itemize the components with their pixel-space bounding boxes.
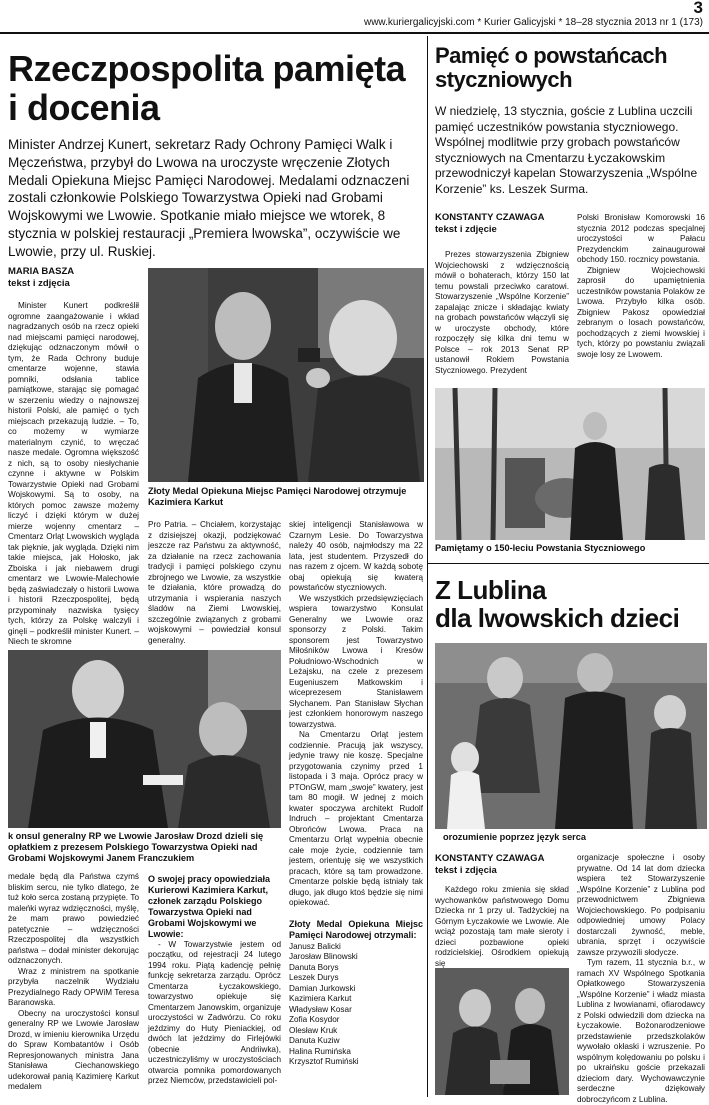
article3-col1-text xyxy=(435,885,569,968)
medal-recipient: Halina Rumińska xyxy=(289,1046,351,1056)
photo-oplatek-illustration xyxy=(8,650,281,828)
photo-cemetery-illustration xyxy=(435,388,705,540)
article3-headline-line2: dla lwowskich dzieci xyxy=(435,603,680,634)
medal-recipient: Damian Jurkowski xyxy=(289,983,356,993)
paragraph: Tym razem, 11 stycznia b.r., w ramach XV Wspólnego Spotkania Opłatkowego Stowarzyszenia „Wspólne Korzenie” i władz miasta Lublina z lwowianami, ofiarodawcy z Polski odwiedzili dom dziecka na Łyczakowie. Bożonarodzeniowe przedstawienie przedszkolaków wywołało okłaski i wzruszenie. Po wspólnym kolędowaniu po polsku i po ukraińsku goście przekazali dzieciom dary. Wychowawczynie serdeczne dziękowały dobroczyńcom z Lublina. xyxy=(577,958,705,1104)
medal-recipient: Janusz Balicki xyxy=(289,941,341,951)
article2-byline xyxy=(435,212,570,236)
article3-col2-text xyxy=(577,853,705,1104)
column-divider xyxy=(427,36,428,1097)
paragraph: medale będą dla Państwa czymś bliskim sercu, nie tylko dlatego, że tuż koło serca zostaną przypięte. To maleńki wyraz wdzięczności, myślę, że mam prawo powiedzieć patetycznie – wdzięczności Rzeczpospolitej dla wszystkich państwa – dodał minister dekorując odznaczonych. xyxy=(8,872,139,965)
main-col1-text xyxy=(8,301,139,646)
main-col2b-text xyxy=(148,874,281,1096)
medal-recipient-list xyxy=(289,942,423,1068)
article2-headline xyxy=(435,44,705,92)
medal-recipient: Krzysztof Rumiński xyxy=(289,1057,359,1067)
medal-recipient: Olesław Kruk xyxy=(289,1025,338,1035)
interview-intro: O swojej pracy opowiedziała Kurierowi Kazimiera Karkut, członek zarządu Polskiego Towarzystwa Opieki nad Grobami Wojskowymi we Lwowie: xyxy=(148,874,271,939)
article2-headline-line1: Pamięć o powstańcach xyxy=(435,43,668,68)
medal-recipient: Jarosław Blinowski xyxy=(289,952,358,962)
main-headline xyxy=(8,50,424,128)
main-headline-line2: i docenia xyxy=(8,86,160,128)
photo-oplatek xyxy=(8,650,281,828)
byline-name: KONSTANTY CZAWAGA xyxy=(435,853,545,864)
article3-headline-line1: Z Lublina xyxy=(435,575,547,605)
main-col1b-text xyxy=(8,872,139,1096)
article2-col1-text xyxy=(435,250,569,386)
medal-recipient: Leszek Durys xyxy=(289,973,339,983)
photo-orphanage-illustration xyxy=(435,643,707,829)
photo-orphanage xyxy=(435,643,707,829)
header-rule xyxy=(0,32,709,34)
article2-lede: W niedzielę, 13 stycznia, goście z Lublina uczcili pamięć uczestników powstania styczniowego. Wspólnej modlitwie przy grobach powstańców styczniowych na Cmentarzu Łyczakowskim przewodniczył kapelan Stowarzyszenia „Wspólne Korzenie” ks. Leszek Surma. xyxy=(435,104,698,196)
paragraph: Polski Bronisław Komorowski 16 stycznia 2012 podczas specjalnej uroczystości w Pałacu Prezydenckim zainaugurował obchody 150. rocznicy powstania. xyxy=(577,213,705,264)
paragraph: Na Cmentarzu Orląt jestem codziennie. Pracują jak wszyscy, jedynie trawy nie koszę. Specjalne przygotowania czynimy przed 1 listopada i 3 maja. Oprócz pracy w PTOnGW, mam „swoje” kwatery, jest tam 80 mogił. W jednej z moich kwater spoczywa architekt Rudolf Indruch – projektant Cmentarza Obrońców Lwowa. Praca na Cmentarzu Orląt wypełnia obecnie całe moje życie, codziennie tam jestem, orientuję się we wszystkich pracach, które są tam prowadzone. Cmentarze polskie będą istniały tak długo, jak długo ktoś będzie się nimi opiekować. xyxy=(289,730,423,907)
medal-recipient: Danuta Kuziw xyxy=(289,1036,340,1046)
paragraph: Obecny na uroczystości konsul generalny RP we Lwowie Jarosław Drozd, w imieniu kierownika Urzędu do Spraw Kombatantów i Osób Represjonowanych ministra Jana Stanisława Ciechanowskiego udekorował panią Kazimierę Karkut medalem xyxy=(8,1008,139,1091)
byline-name: MARIA BASZA xyxy=(8,266,75,277)
medal-recipient: Władysław Kosar xyxy=(289,1004,352,1014)
article3-headline xyxy=(435,576,705,632)
paragraph: organizacje społeczne i osoby prywatne. Od 14 lat dom dziecka wspiera też Stowarzyszenie „Wspólne Korzenie” z Lublina pod przewodnictwem Zbigniewa Wojciechowskiego. Po podpisaniu odpowiedniej umowy Polacy dostarczali żywność, meble, ubrania, sprzęt i oczywiście zawsze przywozili słodycze. xyxy=(577,853,705,957)
medal-recipient: Zofia Kosydor xyxy=(289,1015,340,1025)
article2-col2-text xyxy=(577,213,705,386)
photo-gifts xyxy=(435,968,569,1095)
paragraph: - W Towarzystwie jestem od początku, od rejestracji 24 lutego 1994 roku. Piątą kadencję pełnię funkcję sekretarza zarządu. Oprócz Cmentarza Łyczakowskiego, towarzystwo opiekuje się Cmentarzem Janowskim, organizuje uroczystości w Zadwórzu. Co roku jeździmy do Huty Pieniackiej, od dwóch lat jeździmy do Firlejówki (obecnie Andriiwka), uczestniczyliśmy w uroczystościach otwarcia pomnika pomordowanych przez Niemców, przedstawicieli pol- xyxy=(148,939,281,1086)
byline-role: tekst i zdjęcia xyxy=(435,864,497,876)
paragraph: Wraz z ministrem na spotkanie przybyła naczelnik Wydziału Prezydialnego Rady OPWiM Teresa Baranowska. xyxy=(8,966,139,1007)
page-header xyxy=(0,0,709,36)
main-byline xyxy=(8,266,148,290)
photo2-caption: k onsul generalny RP we Lwowie Jarosław Drozd dzieli się opłatkiem z prezesem Polskiego Towarzystwa Opieki nad Grobami Wojskowymi Janem Franczukiem xyxy=(8,831,264,864)
paragraph: Zbigniew Wojciechowski zaprosił do upamiętnienia uczestników powstania Polaków ze Lwowa. Przybyło kilka osób. Zbigniew Pakosz opowiedział zebranym o losach powstańców, pochodzących z ziemi lwowskiej i tych, którzy po powstaniu związali swoje losy ze Lwowem. xyxy=(577,265,705,359)
page-number: 3 xyxy=(693,0,703,17)
main-lede: Minister Andrzej Kunert, sekretarz Rady Ochrony Pamięci Walk i Męczeństwa, przybył do Lwowa na uroczyste wręczenie Złotych Medali Opiekuna Miejsc Pamięci Narodowej. Medalami odznaczeni zostali członkowie Polskiego Towarzystwa Opieki nad Grobami Wojskowymi we Lwowie. Spotkanie miało miejsce we wtorek, 8 stycznia w polskiej restauracji „Premiera lwowska”, oczywiście we Lwowie, przy ul. Ruskiej. xyxy=(8,137,410,259)
article3-photo-caption: orozumienie poprzez język serca xyxy=(443,832,586,842)
byline-name: KONSTANTY CZAWAGA xyxy=(435,212,545,223)
photo-cemetery xyxy=(435,388,705,540)
article2-headline-line2: styczniowych xyxy=(435,66,573,92)
paragraph: skiej inteligencji Stanisławowa w Czarnym Lesie. Do Towarzystwa należy 40 osób, najmłodszy ma 22 lata, jest studentem. Przyszedł do nas razem z ojcem. W każdą sobotę obaj opiekują się kwaterą powstańców styczniowych. xyxy=(289,520,423,592)
photo-gifts-illustration xyxy=(435,968,569,1095)
main-col3-text xyxy=(289,520,423,1096)
article2-photo-caption: Pamiętamy o 150-leciu Powstania Styczniowego xyxy=(435,543,646,553)
photo-medal-ceremony xyxy=(148,268,424,482)
article-divider xyxy=(427,563,709,564)
byline-role: tekst i zdjęcie xyxy=(435,223,497,235)
photo1-caption: Złoty Medal Opiekuna Miejsc Pamięci Narodowej otrzymuje Kazimiera Karkut xyxy=(148,486,407,508)
byline-role: tekst i zdjęcia xyxy=(8,277,70,289)
paragraph: Prezes stowarzyszenia Zbigniew Wojciechowski z wdzięcznością mówił o bohaterach, którzy 150 lat temu powstali przeciwko caratowi. Stowarzyszenie „Wspólne Korzenie” zapalając znicze i składając kwiaty na grobach powstańców włączyli się w uroczyste obchody, które rozpoczęły się kilka dni temu w Polsce – rok 2013 Senat RP ustanowił Rokiem Powstania Styczniowego. Prezydent xyxy=(435,250,569,375)
main-headline-line1: Rzeczpospolita pamięta xyxy=(8,48,406,89)
issue-line: www.kuriergalicyjski.com * Kurier Galicyjski * 18–28 stycznia 2013 nr 1 (173) xyxy=(363,17,703,28)
article3-byline xyxy=(435,853,570,877)
medal-recipient: Kazimiera Karkut xyxy=(289,994,352,1004)
photo-medal-illustration xyxy=(148,268,424,482)
paragraph: Pro Patria. – Chciałem, korzystając z dzisiejszej okazji, podziękować jeszcze raz Państwu za aktywność, za działanie na rzecz zachowania tradycji i pamięci polskiego czynu zbrojnego we Lwowie, za wszystkie te działania, które prowadzą do utrzymania i wspierania naszych śladów na Ziemi Lwowskiej, szczególnie związanych z grobami wojskowymi – powiedział konsul generalny. xyxy=(148,520,281,645)
paragraph: Minister Kunert podkreślił ogromne zaangażowanie i wkład nagradzanych osób na rzecz opieki nad miejscami pamięci narodowej, dziękując odznaczonym mówił o tym, że Rada Ochrony buduje cmentarze wojenne, stawia pomniki, odsłania tablice pamiątkowe, starając się pomagać w szerzeniu wiedzy o najnowszej historii Polski, ale pamięć o tych miejscach przekazują ludzie. – To, co możemy w wymiarze materialnym czynić, to wręczać nasze medale. Ogromna większość z nich, są to osoby niesłychanie czynne i aktywne w Polskim Towarzystwie Opieki nad Grobami Wojskowymi. Są to osoby, na których pomoc zawsze możemy liczyć i dzięki którym w dużej mierze wojenny cmentarz – Cmentarz Orląt Lwowskich wygląda tak pięknie, jak wygląda. Dzięki nim takie miejsca, jak Hołosko, jak Zboiska i jak niebawem drugi cmentarz we Lwowie-Malechowie będą zaświadczały o historii Lwowa i historii Rzeczpospolitej, będą przypominały nazwiska tysięcy tych, którzy za Polskę walczyli i ginęli – podkreślił minister Kunert. – Niech te skromne xyxy=(8,301,139,646)
paragraph: We wszystkich przedsięwzięciach wspiera towarzystwo Konsulat Generalny we Lwowie oraz sponsorzy z Polski. Takim sponsorem jest Towarzystwo Miłośników Lwowa i Kresów Południowo-Wschodnich w Leżajsku, na czele z prezesem Eugeniuszem Matkowskim i wiceprezesem Stanisławem Słychanem. Pan Stanisław Słychan jest członkiem honorowym naszego towarzystwa. xyxy=(289,593,423,729)
main-col2-text xyxy=(148,520,281,646)
medal-recipient: Danuta Borys xyxy=(289,962,339,972)
paragraph: Każdego roku zmienia się skład wychowanków państwowego Domu Dziecka nr 1 przy ul. Tadżyckiej na Górnym Łyczakowie we Lwowie. Ale wciąż pozostają tam małe sieroty i dzieci pozbawione opieki rodzicielskiej. Ośrodkiem opiekują się xyxy=(435,885,569,968)
medal-list-heading: Złoty Medal Opiekuna Miejsc Pamięci Narodowej otrzymali: xyxy=(289,918,423,941)
